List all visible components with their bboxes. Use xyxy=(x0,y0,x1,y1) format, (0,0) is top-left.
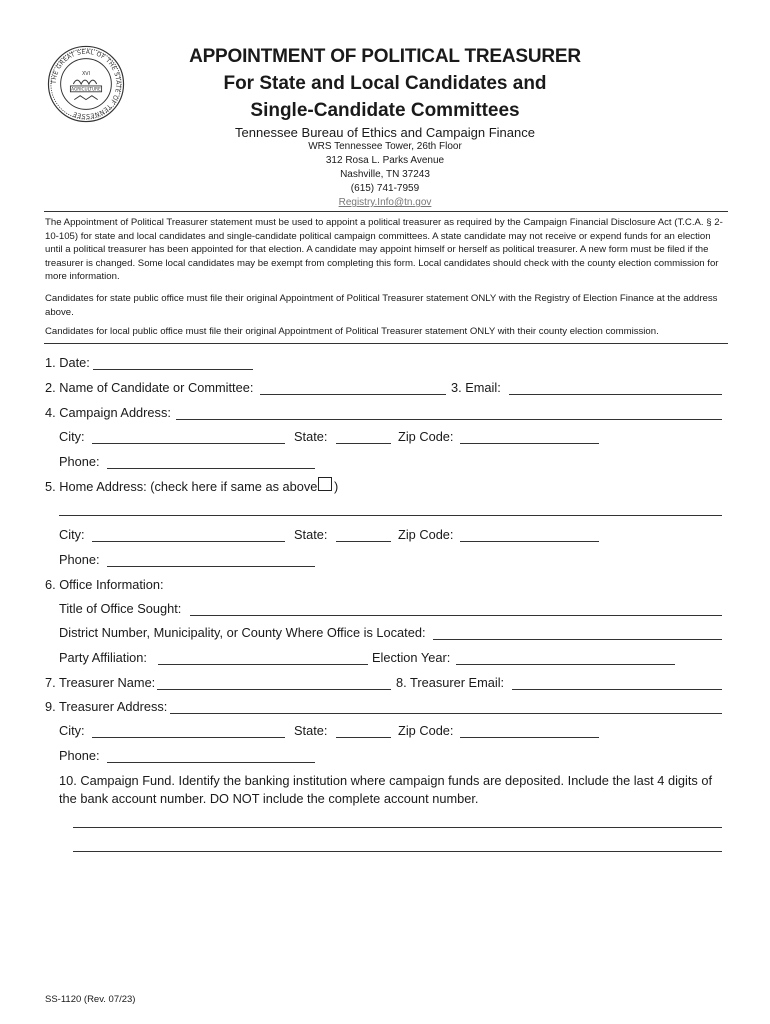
form-title: APPOINTMENT OF POLITICAL TREASURER xyxy=(189,46,581,67)
campaign-address-label: 4. Campaign Address: xyxy=(45,405,171,420)
treasurer-name-label: 7. Treasurer Name: xyxy=(45,675,156,690)
agency-name: Tennessee Bureau of Ethics and Campaign Finance xyxy=(235,125,535,140)
form-number: SS-1120 (Rev. 07/23) xyxy=(45,994,136,1005)
treasurer-zip-field[interactable] xyxy=(460,737,599,738)
home-address-label-close: ) xyxy=(334,479,339,494)
election-year-field[interactable] xyxy=(456,664,675,665)
treasurer-phone-field[interactable] xyxy=(107,762,315,763)
treasurer-city-label: City: xyxy=(59,723,85,738)
district-label: District Number, Municipality, or County Where Office is Located: xyxy=(59,625,426,640)
campaign-city-label: City: xyxy=(59,429,85,444)
home-address-label: 5. Home Address: (check here if same as above xyxy=(45,479,318,494)
campaign-state-field[interactable] xyxy=(336,443,391,444)
intro-paragraph-2: Candidates for state public office must file their original Appointment of Political Treasurer statement ONLY with the Registry of Election Finance at the address above. xyxy=(45,293,718,318)
treasurer-state-field[interactable] xyxy=(336,737,391,738)
agency-email-link[interactable]: Registry.Info@tn.gov xyxy=(338,197,432,208)
district-field[interactable] xyxy=(433,639,722,640)
campaign-fund-line-1[interactable] xyxy=(73,827,722,828)
home-city-field[interactable] xyxy=(92,541,285,542)
campaign-fund-instructions: 10. Campaign Fund. Identify the banking institution where campaign funds are deposited. Include the last 4 digits of the bank account number. DO NOT include the complete account number. xyxy=(59,773,713,806)
home-address-field[interactable] xyxy=(59,515,722,516)
home-zip-field[interactable] xyxy=(460,541,599,542)
address-line1: WRS Tennessee Tower, 26th Floor xyxy=(308,141,462,152)
intro-divider xyxy=(44,343,728,344)
campaign-phone-field[interactable] xyxy=(107,468,315,469)
campaign-city-field[interactable] xyxy=(92,443,285,444)
title-of-office-field[interactable] xyxy=(190,615,722,616)
treasurer-city-field[interactable] xyxy=(92,737,285,738)
treasurer-state-label: State: xyxy=(294,723,328,738)
intro-paragraph-1: The Appointment of Political Treasurer statement must be used to appoint a political treasurer as required by the Campaign Financial Disclosure Act (T.C.A. § 2-10-105) for state and local candidates and single-candidate political campaign committees. A state candidate may not receive or expend funds for an election until a political treasurer has been appointed for that election. A candidate may appoint himself or herself as political treasurer. A new form must be filed if the treasurer is changed. Some local candidates may be exempt from completing this form. Local candidates should check with the county election commission for more information. xyxy=(45,217,723,282)
treasurer-email-field[interactable] xyxy=(512,689,722,690)
election-year-label: Election Year: xyxy=(372,650,451,665)
treasurer-phone-label: Phone: xyxy=(59,748,100,763)
date-label: 1. Date: xyxy=(45,355,90,370)
form-subtitle-line1: For State and Local Candidates and xyxy=(223,73,547,94)
campaign-zip-label: Zip Code: xyxy=(398,429,454,444)
home-city-label: City: xyxy=(59,527,85,542)
intro-paragraph-3: Candidates for local public office must file their original Appointment of Political Treasurer statement ONLY with their county election commission. xyxy=(45,326,659,337)
candidate-name-label: 2. Name of Candidate or Committee: xyxy=(45,380,254,395)
form-subtitle-line2: Single-Candidate Committees xyxy=(250,100,520,121)
home-zip-label: Zip Code: xyxy=(398,527,454,542)
home-phone-label: Phone: xyxy=(59,552,100,567)
seal-numeral: XVI xyxy=(81,71,91,78)
email-label: 3. Email: xyxy=(451,380,501,395)
home-phone-field[interactable] xyxy=(107,566,315,567)
date-field[interactable] xyxy=(93,369,253,370)
agency-phone: (615) 741-7959 xyxy=(350,183,420,194)
tennessee-state-seal xyxy=(47,45,125,123)
seal-outer-text: THE GREAT SEAL OF THE STATE OF TENNESSEE xyxy=(50,48,122,120)
office-information-heading: 6. Office Information: xyxy=(45,577,164,592)
email-field[interactable] xyxy=(509,394,722,395)
party-affiliation-label: Party Affiliation: xyxy=(59,650,147,665)
home-state-label: State: xyxy=(294,527,328,542)
address-line3: Nashville, TN 37243 xyxy=(340,169,430,180)
address-line2: 312 Rosa L. Parks Avenue xyxy=(325,155,445,166)
home-state-field[interactable] xyxy=(336,541,391,542)
treasurer-address-field[interactable] xyxy=(170,713,722,714)
treasurer-zip-label: Zip Code: xyxy=(398,723,454,738)
seal-agriculture-text: AGRICULTURE xyxy=(71,87,101,93)
campaign-address-field[interactable] xyxy=(176,419,722,420)
campaign-fund-line-2[interactable] xyxy=(73,851,722,852)
candidate-name-field[interactable] xyxy=(260,394,446,395)
title-of-office-label: Title of Office Sought: xyxy=(59,601,182,616)
header-divider xyxy=(44,211,728,212)
party-affiliation-field[interactable] xyxy=(158,664,368,665)
treasurer-email-label: 8. Treasurer Email: xyxy=(396,675,505,690)
campaign-phone-label: Phone: xyxy=(59,454,100,469)
same-as-above-checkbox[interactable] xyxy=(318,477,332,491)
campaign-zip-field[interactable] xyxy=(460,443,599,444)
treasurer-address-label: 9. Treasurer Address: xyxy=(45,699,168,714)
treasurer-name-field[interactable] xyxy=(157,689,391,690)
campaign-state-label: State: xyxy=(294,429,328,444)
